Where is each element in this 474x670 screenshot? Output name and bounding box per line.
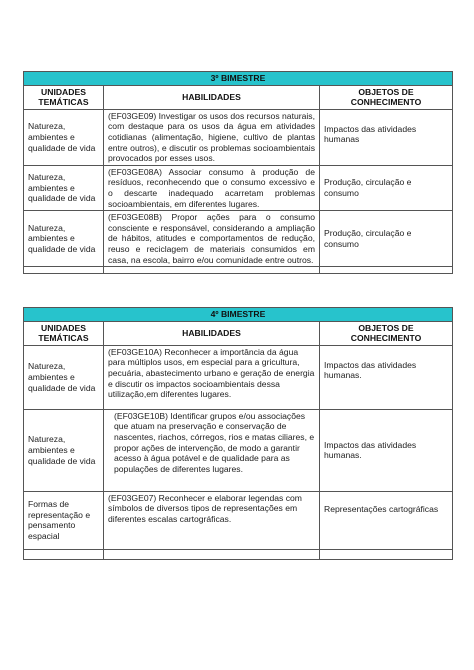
empty-cell xyxy=(104,267,320,274)
objeto-cell: Representações cartográficas xyxy=(320,491,453,549)
objeto-cell: Impactos das atividades humanas xyxy=(320,109,453,165)
unidade-cell: Natureza, ambientes e qualidade de vida xyxy=(24,165,104,210)
col-header-habilidades: HABILIDADES xyxy=(104,85,320,109)
empty-cell xyxy=(24,549,104,559)
bimestre-3-title: 3º BIMESTRE xyxy=(24,72,453,86)
habilidade-cell: (EF03GE10B) Identificar grupos e/ou associações que atuam na preservação e conservação de nascentes, riachos, córregos, rios e matas ciliares, e propor ações de intervenção, de modo a garantir acesso à água potável e de qualidade para as populações de diferentes lugares. xyxy=(104,409,320,491)
unidade-cell: Natureza, ambientes e qualidade de vida xyxy=(24,345,104,409)
table-row xyxy=(24,409,453,491)
habilidade-cell: (EF03GE07) Reconhecer e elaborar legendas com símbolos de diversos tipos de representações em diferentes escalas cartográficas. xyxy=(104,491,320,549)
table-row xyxy=(24,345,453,409)
empty-cell xyxy=(24,267,104,274)
unidade-cell: Natureza, ambientes e qualidade de vida xyxy=(24,109,104,165)
empty-row xyxy=(24,267,453,274)
habilidade-cell: (EF03GE08B) Propor ações para o consumo consciente e responsável, considerando a ampliação de hábitos, atitudes e comportamentos de redução, reuso e reciclagem de materiais consumidos em casa, na escola, bairro e/ou comunidade entre outros. xyxy=(104,211,320,267)
empty-cell xyxy=(104,549,320,559)
empty-row xyxy=(24,549,453,559)
empty-cell xyxy=(320,267,453,274)
table-row xyxy=(24,211,453,267)
bimestre-4-title: 4º BIMESTRE xyxy=(24,308,453,322)
objeto-cell: Produção, circulação e consumo xyxy=(320,211,453,267)
unidade-cell: Natureza, ambientes e qualidade de vida xyxy=(24,211,104,267)
col-header-unidades: UNIDADES TEMÁTICAS xyxy=(24,321,104,345)
unidade-cell: Formas de representação e pensamento espacial xyxy=(24,491,104,549)
table-row xyxy=(24,109,453,165)
table-row xyxy=(24,491,453,549)
col-header-objetos: OBJETOS DE CONHECIMENTO xyxy=(320,85,453,109)
unidade-cell: Natureza, ambientes e qualidade de vida xyxy=(24,409,104,491)
empty-cell xyxy=(320,549,453,559)
table-3-bimestre xyxy=(23,71,453,274)
col-header-unidades: UNIDADES TEMÁTICAS xyxy=(24,85,104,109)
habilidade-cell: (EF03GE10A) Reconhecer a importância da água para múltiplos usos, em especial para a gricultura, pecuária, abastecimento urbano e geração de energia e discutir os impactos socioambientais dessa utilização,em diferentes lugares. xyxy=(104,345,320,409)
table-4-bimestre xyxy=(23,307,453,560)
col-header-habilidades: HABILIDADES xyxy=(104,321,320,345)
col-header-objetos: OBJETOS DE CONHECIMENTO xyxy=(320,321,453,345)
objeto-cell: Impactos das atividades humanas. xyxy=(320,345,453,409)
habilidade-cell: (EF03GE08A) Associar consumo à produção de resíduos, reconhecendo que o consumo excessivo e o descarte inadequado acarretam problemas socioambientais, em diferentes lugares. xyxy=(104,165,320,210)
objeto-cell: Impactos das atividades humanas. xyxy=(320,409,453,491)
objeto-cell: Produção, circulação e consumo xyxy=(320,165,453,210)
habilidade-cell: (EF03GE09) Investigar os usos dos recursos naturais, com destaque para os usos da água em atividades cotidianas (alimentação, higiene, cultivo de plantas entre outros), e discutir os problemas socioambientais provocados por esses usos. xyxy=(104,109,320,165)
table-row xyxy=(24,165,453,210)
